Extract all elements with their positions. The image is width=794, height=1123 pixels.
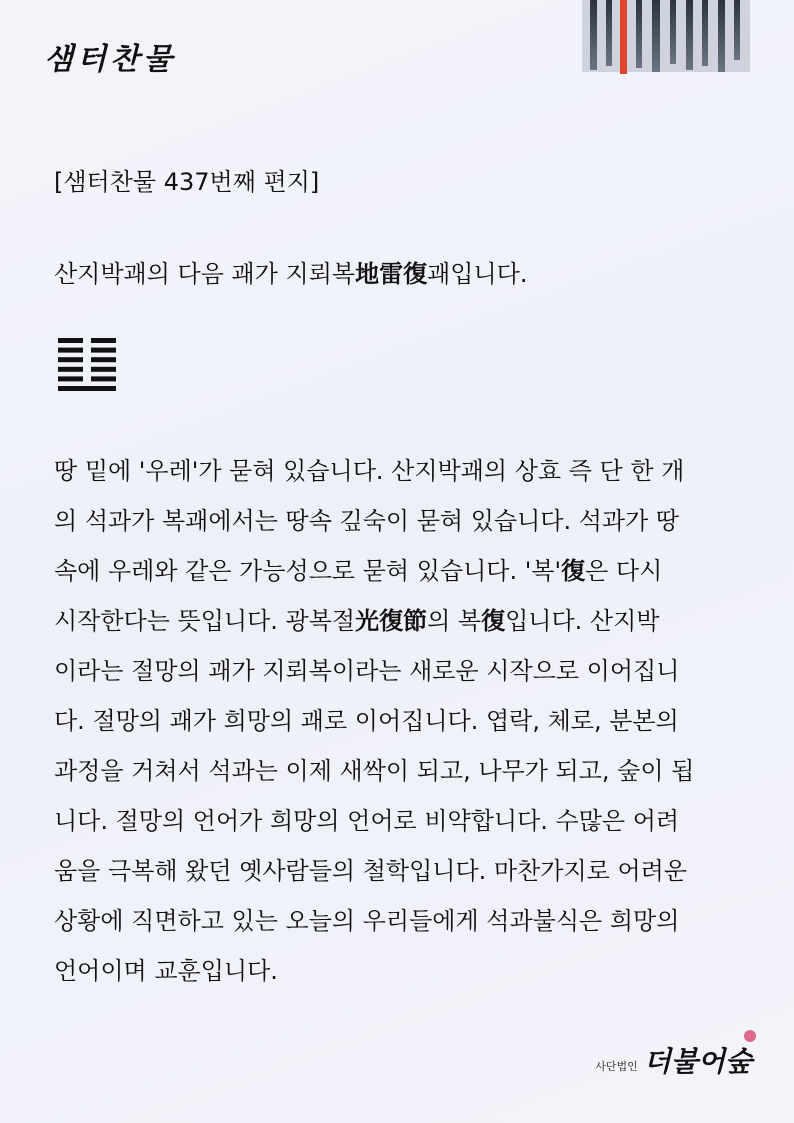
body-line	[54, 496, 744, 546]
body-line	[54, 696, 744, 746]
body-line	[54, 946, 744, 996]
body-hanja: 復	[561, 557, 586, 585]
hexagram-yin-line	[91, 376, 116, 381]
body-hanja: 復	[481, 607, 506, 635]
body-text-segment: 의 석과가 복괘에서는 땅속 깊숙이 묻혀 있습니다. 석과가 땅	[54, 507, 680, 535]
body-line	[54, 796, 744, 846]
body-text-segment: 움을 극복해 왔던 옛사람들의 철학입니다. 마찬가지로 어려운	[54, 857, 688, 885]
body-text-segment: 은 다시	[585, 557, 663, 585]
hexagram-yin-line	[91, 367, 116, 372]
body-text-segment: 입니다. 산지박	[505, 607, 660, 635]
hexagram-yin-line	[91, 338, 116, 343]
body-text-segment: 속에 우레와 같은 가능성으로 묻혀 있습니다. '복'	[54, 557, 562, 585]
letter-title: [샘터찬물 437번째 편지]	[54, 168, 320, 196]
body-line	[54, 846, 744, 896]
letter-body	[54, 446, 744, 996]
org-type-label: 사단법인	[595, 1060, 638, 1073]
flower-icon	[744, 1030, 756, 1042]
body-line	[54, 446, 744, 496]
body-text-segment: 땅 밑에 '우레'가 묻혀 있습니다. 산지박괘의 상효 즉 단 한 개	[54, 457, 685, 485]
body-text-segment: 과정을 거쳐서 석과는 이제 새싹이 되고, 나무가 되고, 숲이 됩	[54, 757, 695, 785]
body-line	[54, 896, 744, 946]
body-line	[54, 646, 744, 696]
body-text-segment: 언어이며 교훈입니다.	[54, 957, 278, 985]
hexagram-icon	[58, 338, 116, 392]
hexagram-yin-line	[91, 348, 116, 353]
org-name-logo: 더불어숲	[643, 1045, 752, 1078]
footer-signature	[595, 1040, 752, 1080]
body-line	[54, 546, 744, 596]
hexagram-yin-line	[58, 376, 83, 381]
hexagram-yin-line	[58, 338, 83, 343]
hexagram-yin-line	[58, 367, 83, 372]
body-text-segment: 니다. 절망의 언어가 희망의 언어로 비약합니다. 수많은 어려	[54, 807, 680, 835]
intro-text-start: 산지박괘의 다음 괘가 지뢰복	[54, 260, 356, 288]
intro-hanja: 地雷復	[355, 260, 428, 288]
brand-logo: 샘터찬물	[44, 42, 176, 77]
body-text-segment: 다. 절망의 괘가 희망의 괘로 이어집니다. 엽락, 체로, 분본의	[54, 707, 679, 735]
body-line	[54, 746, 744, 796]
intro-text-end: 괘입니다.	[427, 260, 528, 288]
body-text-segment: 의 복	[427, 607, 482, 635]
hexagram-yin-line	[91, 357, 116, 362]
body-text-segment: 시작한다는 뜻입니다. 광복절	[54, 607, 356, 635]
body-text-segment: 이라는 절망의 괘가 지뢰복이라는 새로운 시작으로 이어집니	[54, 657, 680, 685]
body-line	[54, 596, 744, 646]
hexagram-yang-line	[58, 386, 116, 391]
body-text-segment: 상황에 직면하고 있는 오늘의 우리들에게 석과불식은 희망의	[54, 907, 680, 935]
body-hanja: 光復節	[355, 607, 428, 635]
intro-sentence	[54, 254, 527, 289]
hexagram-yin-line	[58, 357, 83, 362]
hexagram-yin-line	[58, 348, 83, 353]
brush-stroke-decoration	[582, 0, 750, 78]
